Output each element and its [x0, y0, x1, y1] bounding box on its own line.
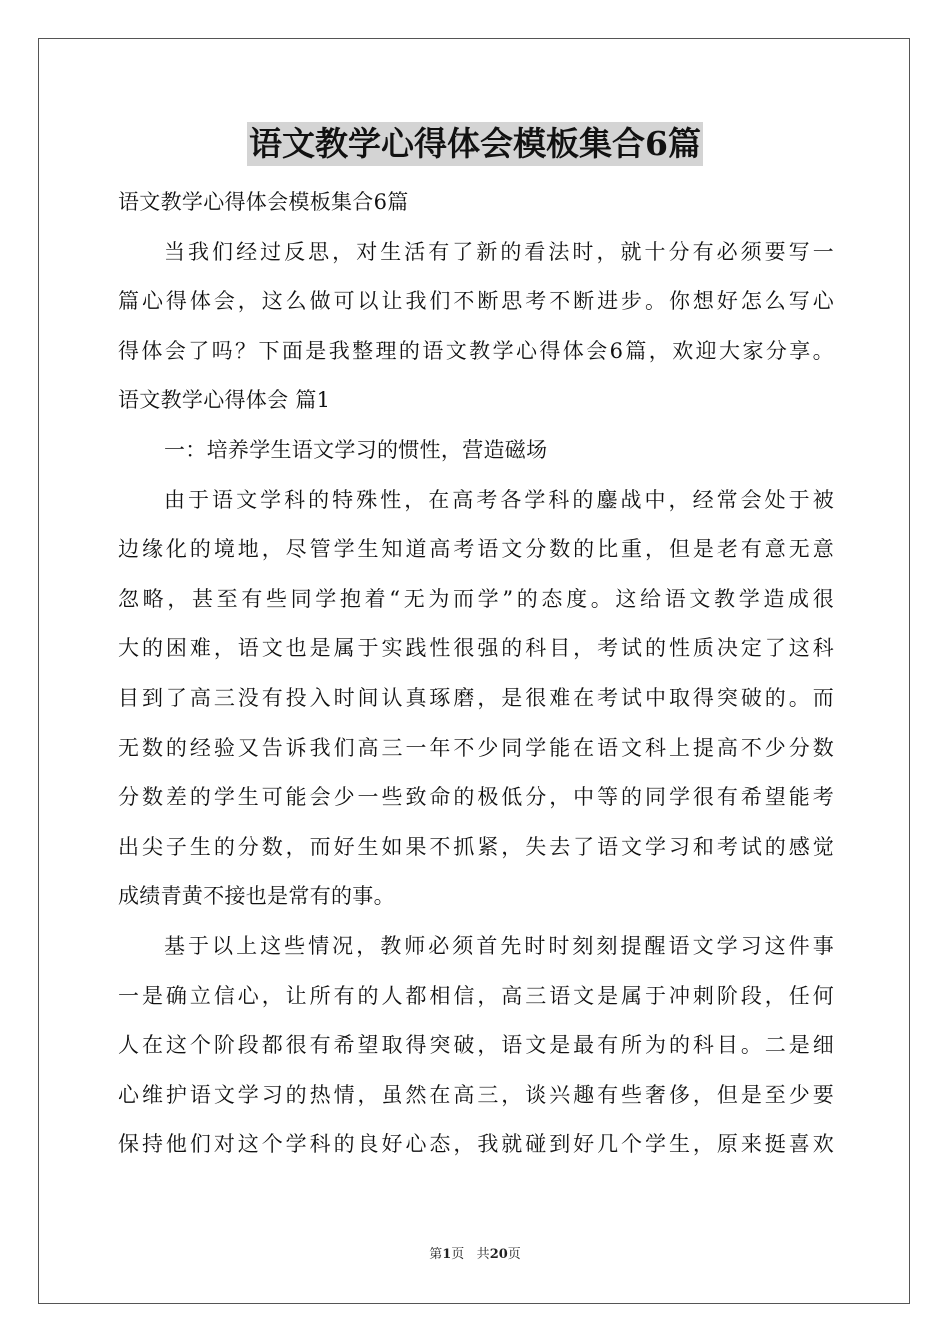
paragraph-line: 当我们经过反思，对生活有了新的看法时，就十分有必须要写一 — [164, 239, 834, 264]
paragraph-line: 心维护语文学习的热情，虽然在高三，谈兴趣有些奢侈，但是至少要 — [118, 1082, 834, 1107]
paragraph-line: 分数差的学生可能会少一些致命的极低分，中等的同学很有希望能考 — [118, 785, 834, 810]
paragraph-line: 人在这个阶段都很有希望取得突破，语文是最有所为的科目。二是细 — [118, 1033, 834, 1058]
paragraph-line: 忽略，甚至有些同学抱着“无为而学”的态度。这给语文教学造成很 — [118, 586, 834, 611]
paragraph-line: 由于语文学科的特殊性，在高考各学科的鏖战中，经常会处于被 — [164, 487, 834, 512]
paragraph-line: 保持他们对这个学科的良好心态，我就碰到好几个学生，原来挺喜欢 — [118, 1132, 834, 1157]
page-prefix: 第 — [429, 1247, 443, 1262]
page-number: 1 — [442, 1247, 452, 1262]
paragraph-line: 出尖子生的分数，而好生如果不抓紧，失去了语文学习和考试的感觉 — [118, 834, 834, 859]
paragraph-line: 基于以上这些情况，教师必须首先时时刻刻提醒语文学习这件事 — [164, 933, 834, 958]
subtitle-line: 语文教学心得体会模板集合6篇 — [118, 190, 409, 214]
paragraph-line: 边缘化的境地，尽管学生知道高考语文分数的比重，但是老有意无意 — [118, 537, 834, 562]
section-heading: 语文教学心得体会 篇1 — [118, 388, 331, 413]
title-container — [0, 122, 950, 166]
document-title: 语文教学心得体会模板集合6篇 — [247, 122, 703, 166]
paragraph-line: 得体会了吗？下面是我整理的语文教学心得体会6篇，欢迎大家分享。 — [118, 338, 834, 363]
total-pages: 20 — [489, 1247, 508, 1262]
subsection-heading: 一：培养学生语文学习的惯性，营造磁场 — [164, 437, 548, 462]
page-suffix: 页 — [451, 1247, 465, 1262]
paragraph-line: 大的困难，语文也是属于实践性很强的科目，考试的性质决定了这科 — [118, 636, 834, 661]
paragraph-line: 一是确立信心，让所有的人都相信，高三语文是属于冲刺阶段，任何 — [118, 983, 834, 1008]
paragraph-line: 目到了高三没有投入时间认真琢磨，是很难在考试中取得突破的。而 — [118, 685, 834, 710]
document-body — [118, 178, 834, 1170]
paragraph-line: 篇心得体会，这么做可以让我们不断思考不断进步。你想好怎么写心 — [118, 289, 834, 314]
paragraph-line: 成绩青黄不接也是常有的事。 — [118, 884, 395, 909]
paragraph-line: 无数的经验又告诉我们高三一年不少同学能在语文科上提高不少分数 — [118, 735, 834, 760]
total-suffix: 页 — [507, 1247, 521, 1262]
page-footer — [0, 1246, 950, 1264]
total-prefix: 共 — [476, 1247, 490, 1262]
